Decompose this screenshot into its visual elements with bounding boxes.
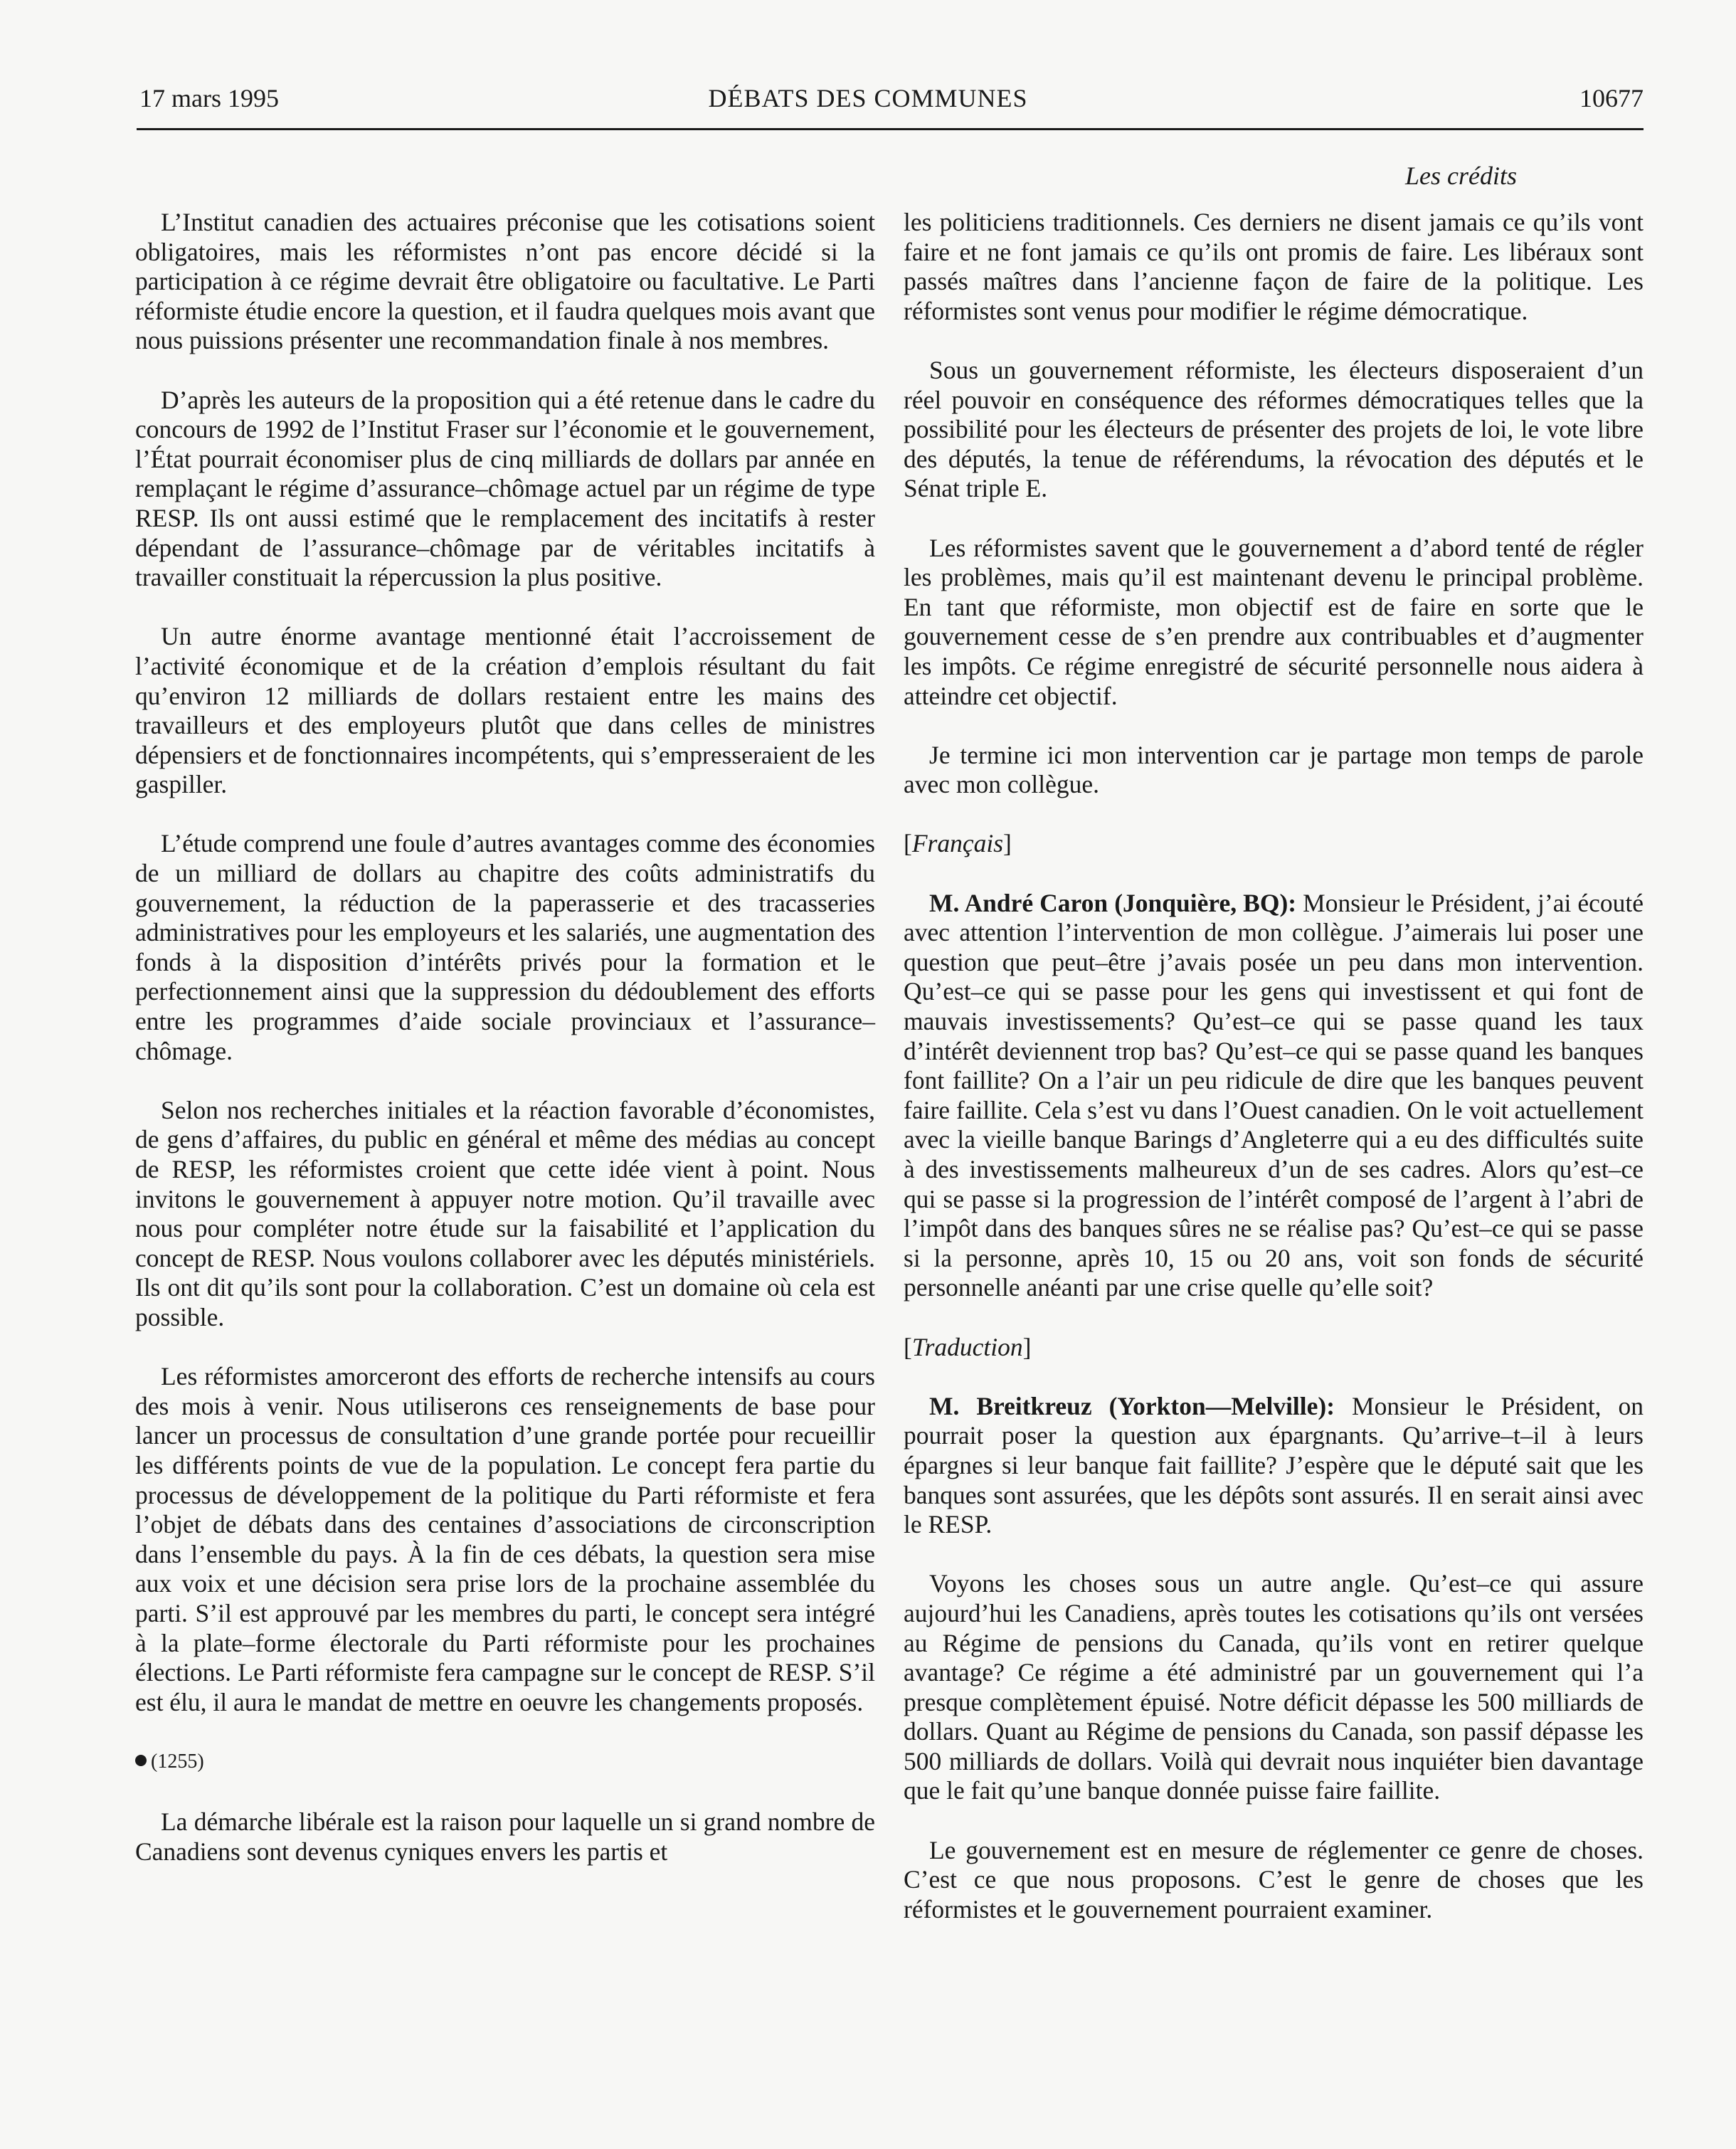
paragraph: La démarche libérale est la raison pour laquelle un si grand nombre de Canadiens sont devenus cyniques envers les partis et xyxy=(135,1807,875,1866)
paragraph: Les réformistes savent que le gouvernement a d’abord tenté de régler les problèmes, mais qu’il est maintenant devenu le principal problème. En tant que réformiste, mon objectif est de faire en sorte que le gouvernement cesse de s’en prendre aux contribuables et d’augmenter les impôts. Ce régime enregistré de sécurité personnelle nous aidera à atteindre cet objectif. xyxy=(904,533,1644,710)
language-tag-text: Traduction xyxy=(911,1332,1023,1361)
paragraph: les politiciens traditionnels. Ces derniers ne disent jamais ce qu’ils vont faire et ne font jamais ce qu’ils ont promis de faire. Les libéraux sont passés maîtres dans l’ancienne façon de faire de la politique. Les réformistes sont venus pour modifier le régime démocratique. xyxy=(904,208,1644,325)
paragraph: Je termine ici mon intervention car je partage mon temps de parole avec mon collègue. xyxy=(904,740,1644,799)
timestamp-marker xyxy=(135,1747,875,1777)
speaker-name: M. André Caron (Jonquière, BQ): xyxy=(929,888,1297,917)
speech-text: Monsieur le Président, on pourrait poser la question aux épargnants. Qu’arrive–t–il à leurs épargnes si leur banque fait faillite? J’espère que le député sait que les banques sont assurées, que les dépôts sont assurés. Il en serait ainsi avec le RESP. xyxy=(904,1391,1644,1539)
speech xyxy=(904,889,1644,1303)
right-column xyxy=(904,208,1644,1954)
language-tag: [Traduction] xyxy=(904,1332,1032,1361)
header-title: DÉBATS DES COMMUNES xyxy=(708,84,1028,112)
header-page-number: 10677 xyxy=(1579,84,1644,112)
header-rule xyxy=(137,128,1644,130)
paragraph: D’après les auteurs de la proposition qui a été retenue dans le cadre du concours de 1992 de l’Institut Fraser sur l’économie et le gouvernement, l’État pourrait économiser plus de cinq milliards de dollars par année en remplaçant le régime d’assurance–chômage actuel par un régime de type RESP. Ils ont aussi estimé que le remplacement des incitatifs à rester dépendant de l’assurance–chômage par de véritables incitatifs à travailler constituait la répercussion la plus positive. xyxy=(135,385,875,592)
running-head: Les crédits xyxy=(1405,162,1517,190)
timestamp: (1255) xyxy=(151,1750,204,1773)
paragraph: Un autre énorme avantage mentionné était l’accroissement de l’activité économique et de la création d’emplois résultant du fait qu’environ 12 milliards de dollars restaient entre les mains des travailleurs et des employeurs plutôt que dans celles de ministres dépensiers et de fonctionnaires incompétents, qui s’empresseraient de les gaspiller. xyxy=(135,622,875,799)
paragraph: Selon nos recherches initiales et la réaction favorable d’économistes, de gens d’affaires, du public en général et même des médias au concept de RESP, les réformistes croient que cette idée vient à point. Nous invitons le gouvernement à appuyer notre motion. Qu’il travaille avec nous pour compléter notre étude sur la faisabilité et l’application du concept de RESP. Nous voulons collaborer avec les députés ministériels. Ils ont dit qu’ils sont pour la collaboration. C’est un domaine où cela est possible. xyxy=(135,1095,875,1331)
speech xyxy=(904,1392,1644,1540)
paragraph: Les réformistes amorceront des efforts de recherche intensifs au cours des mois à venir. Nous utiliserons ces renseignements de base pour lancer un processus de consultation d’une grande portée pour recueillir les différents points de vue de la population. Le concept fera partie du processus de développement de la politique du Parti réformiste et fera l’objet de débats dans des centaines d’associations de circonscription dans l’ensemble du pays. À la fin de ces débats, la question sera mise aux voix et une décision sera prise lors de la prochaine assemblée du parti. S’il est approuvé par les membres du parti, le concept sera intégré à la plate–forme électorale du Parti réformiste pour les prochaines élections. Le Parti réformiste fera campagne sur le concept de RESP. S’il est élu, il aura le mandat de mettre en oeuvre les changements proposés. xyxy=(135,1362,875,1716)
paragraph: Voyons les choses sous un autre angle. Qu’est–ce qui assure aujourd’hui les Canadiens, après toutes les cotisations qu’ils ont versées au Régime de pensions du Canada, qu’ils vont en retirer quelque avantage? Ce régime a été administré par un gouvernement qui l’a presque complètement épuisé. Notre déficit dépasse les 500 milliards de dollars. Quant au Régime de pensions du Canada, son passif dépasse les 500 milliards de dollars. Voilà qui devrait nous inquiéter bien davantage que le fait qu’une banque donnée puisse faire faillite. xyxy=(904,1569,1644,1805)
paragraph: L’Institut canadien des actuaires préconise que les cotisations soient obligatoires, mais les réformistes n’ont pas encore décidé si la participation à ce régime devrait être obligatoire ou facultative. Le Parti réformiste étudie encore la question, et il faudra quelques mois avant que nous puissions présenter une recommandation finale à nos membres. xyxy=(135,208,875,355)
paragraph: Le gouvernement est en mesure de réglementer ce genre de choses. C’est ce que nous proposons. C’est le genre de choses que les réformistes et le gouvernement pourraient examiner. xyxy=(904,1835,1644,1923)
language-tag-text: Français xyxy=(911,829,1004,858)
header-date: 17 mars 1995 xyxy=(139,84,279,112)
language-tag: [Français] xyxy=(904,829,1012,858)
paragraph: L’étude comprend une foule d’autres avantages comme des économies de un milliard de dollars au chapitre des coûts administratifs du gouvernement, la réduction de la paperasserie et des tracasseries administratives pour les employeurs et les salariés, une augmentation des fonds à la disposition d’intérêts privés pour la formation et le perfectionnement ainsi que la suppression du dédoublement des efforts entre les programmes d’aide sociale provinciaux et l’assurance–chômage. xyxy=(135,829,875,1065)
speech-text: Monsieur le Président, j’ai écouté avec attention l’intervention de mon collègue. J’aimerais lui poser une question que peut–être j’avais posée un peu dans mon intervention. Qu’est–ce qui se passe pour les gens qui investissent et qui font de mauvais investissements? Qu’est–ce qui se passe quand les taux d’intérêt deviennent trop bas? Qu’est–ce qui se passe quand les banques font faillite? On a l’air un peu ridicule de dire que les banques peuvent faire faillite. Cela s’est vu dans l’Ouest canadien. On le voit actuellement avec la vieille banque Barings d’Angleterre qui a eu des difficultés suite à des investissements malheureux d’un de ses cadres. Alors qu’est–ce qui se passe si la progression de l’intérêt composé de l’argent à l’abri de l’impôt dans des banques sûres ne se réalise pas? Qu’est–ce qui se passe si la personne, après 10, 15 ou 20 ans, voit son fonds de sécurité personnelle anéanti par une crise quelle qu’elle soit? xyxy=(904,888,1644,1302)
bullet-icon xyxy=(135,1755,147,1766)
speaker-name: M. Breitkreuz (Yorkton—Melville): xyxy=(929,1391,1335,1420)
paragraph: Sous un gouvernement réformiste, les électeurs disposeraient d’un réel pouvoir en conséquence des réformes démocratiques telles que la possibilité pour les électeurs de présenter des projets de loi, le vote libre des députés, la tenue de référendums, la révocation des députés et le Sénat triple E. xyxy=(904,355,1644,503)
left-column xyxy=(135,208,875,1896)
